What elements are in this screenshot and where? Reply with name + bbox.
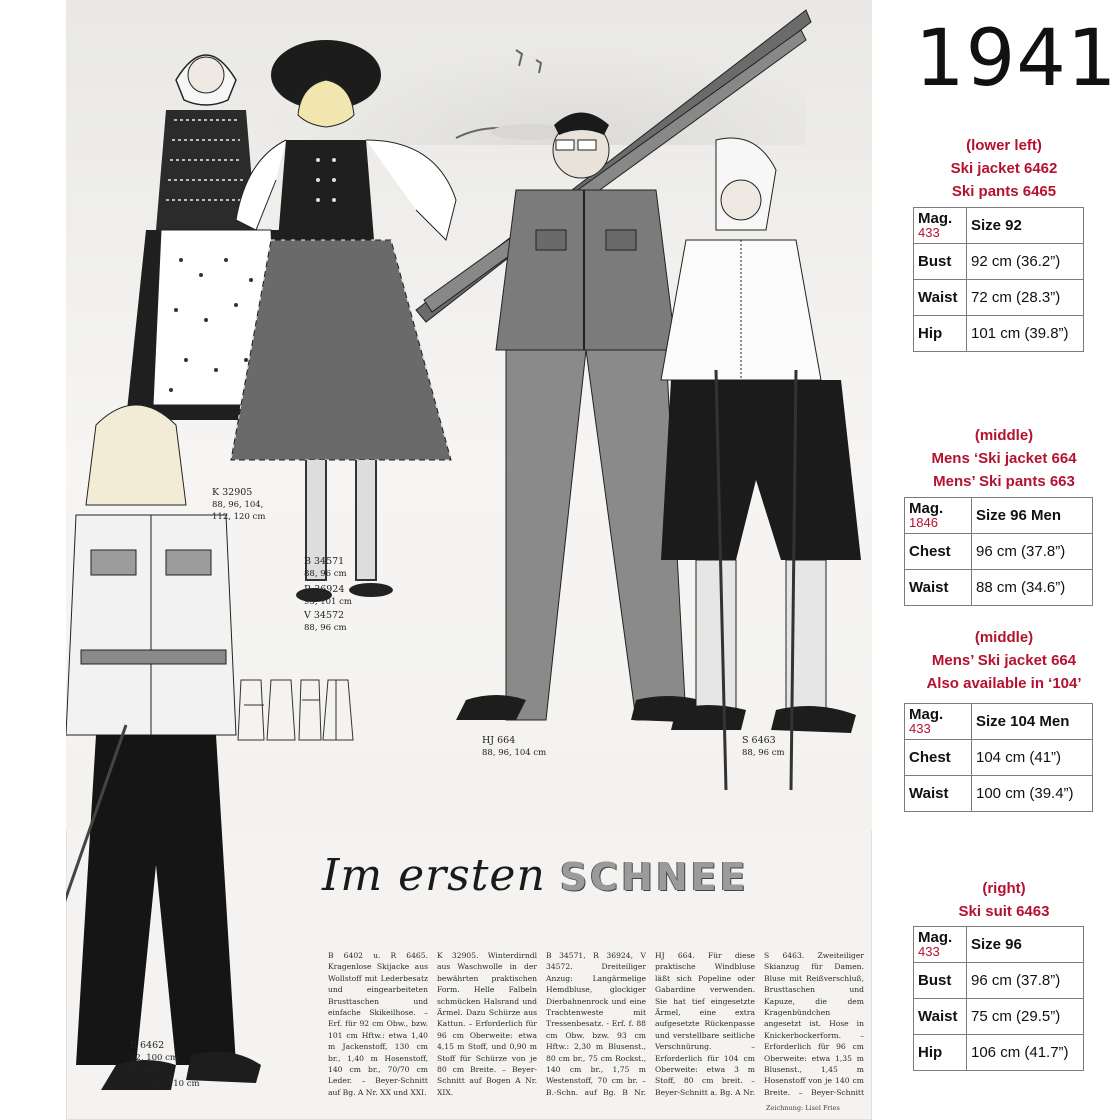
section-heading-2 <box>888 424 1120 493</box>
heading-line: Mens’ Ski pants 663 <box>933 473 1075 490</box>
description-column-3: B 34571, R 36924, V 34572. Dreiteiliger Anzug: Langärmelige Hemdbluse, glockiger Dierbahnenrock und eine Trachtenweste mit Tressenbesatz. - Erf. f. 88 cm Obw. bzw. 93 cm Hftw.: 2,30 m Blusenst., 80 cm br., 75 cm Rockst., 140 cm br., 1,75 m Westenstoff, 70 cm br. – B.-Schn. auf Bg. B Nr. <box>546 951 646 1097</box>
heading-line: Ski pants 6465 <box>951 183 1057 200</box>
ski-suit-woman-illustration <box>626 130 872 760</box>
table-label: Waist <box>914 280 967 316</box>
size-table-2 <box>904 497 1093 606</box>
table-label: Chest <box>905 740 972 776</box>
mag-cell <box>914 927 967 963</box>
headline-part1: Im ersten <box>322 850 546 901</box>
table-label: Hip <box>914 316 967 352</box>
table-value: 96 cm (37.8”) <box>967 963 1084 999</box>
description-column-5: S 6463. Zweiteiliger Skianzug für Damen. Bluse mit Reißverschluß, Brusttaschen und Kapuze, die dem Kragenbündchen angesetzt ist. Hose in Knickerbockerform. – Erforderlich für 96 cm Oberweite: etwa 1,35 m Blusenst., 1,45 m Hosenstoff von je 140 cm Breite. – Beyer-Schnitt <box>764 951 864 1097</box>
mag-label: Mag. <box>909 706 944 723</box>
table-value: 96 cm (37.8”) <box>972 534 1093 570</box>
description-column-1: B 6402 u. R 6465. Kragenlose Skijacke aus Wollstoff mit Lederbesatz und eingearbeiteten Brusttaschen und einfache Skikeilhose. – Erf. für 92 cm Obw., bzw. 101 cm Hftw.: etwa 1,40 m Jackenstoff, 130 cm br., 1,40 m Hosenstoff, 140 cm br., 70/70 cm Leder. – Beyer-Schnitt auf Bg. A Nr. XX und XXI. <box>328 951 428 1097</box>
code-k32905: K 32905 88, 96, 104, 112, 120 cm <box>212 487 266 522</box>
table-value: 88 cm (34.6”) <box>972 570 1093 606</box>
mag-cell <box>905 498 972 534</box>
heading-line: Ski jacket 6462 <box>950 160 1058 177</box>
mag-label: Mag. <box>918 210 953 227</box>
table-label: Bust <box>914 963 967 999</box>
size-cell: Size 96 <box>967 927 1084 963</box>
size-cell: Size 96 Men <box>972 498 1093 534</box>
table-label: Hip <box>914 1035 967 1071</box>
size-table-1 <box>913 207 1084 352</box>
table-value: 92 cm (36.2”) <box>967 244 1084 280</box>
code-b34571: B 34571 88, 96 cm <box>304 556 347 579</box>
table-value: 72 cm (28.3”) <box>967 280 1084 316</box>
table-value: 75 cm (29.5”) <box>967 999 1084 1035</box>
heading-line: Ski suit 6463 <box>958 903 1050 920</box>
mag-number: 433 <box>918 944 940 959</box>
heading-line: Also available in ‘104’ <box>926 675 1082 692</box>
code-r6465: R 6465 93, 101, 110 cm <box>130 1066 200 1089</box>
heading-line: (middle) <box>974 427 1034 444</box>
description-column-2: K 32905. Winterdirndl aus Waschwolle in der bewährten praktischen Form. Helle Falbeln schmücken Halsrand und Ärmel. Dazu Schürze aus Kattun. – Erforderlich für 96 cm Oberweite: etwa 4,15 m Stoff, und 0,90 m Stoff für Schürze von je 80 cm Breite. – Beyer-Schnitt auf Bogen A Nr. XIX. <box>437 951 537 1097</box>
mag-number: 433 <box>909 721 931 736</box>
size-cell: Size 92 <box>967 208 1084 244</box>
table-value: 106 cm (41.7”) <box>967 1035 1084 1071</box>
mag-cell <box>914 208 967 244</box>
size-cell: Size 104 Men <box>972 704 1093 740</box>
heading-line: Mens’ Ski jacket 664 <box>931 652 1077 669</box>
headline-part2: SCHNEE <box>559 855 749 899</box>
table-label: Chest <box>905 534 972 570</box>
heading-line: Mens ‘Ski jacket 664 <box>931 450 1077 467</box>
table-label: Bust <box>914 244 967 280</box>
heading-line: (lower left) <box>966 137 1042 154</box>
mag-label: Mag. <box>918 929 953 946</box>
description-column-4: HJ 664. Für diese praktische Windbluse läßt sich Popeline oder Gabardine verwenden. Sie hat tief eingesetzte Ärmel, eine extra aufgesetzte Rückenpasse und verstellbare seitliche Verschnürung. – Erforderlich für 104 cm Oberweite: etwa 3 m Stoff, 80 cm breit. – Beyer-Schnitt a. Bg. A Nr. <box>655 951 755 1097</box>
section-heading-1 <box>888 134 1120 203</box>
table-label: Waist <box>914 999 967 1035</box>
mag-label: Mag. <box>909 500 944 517</box>
table-label: Waist <box>905 776 972 812</box>
code-b6462: B 6462 92, 100 cm <box>130 1040 178 1063</box>
heading-line: (middle) <box>974 629 1034 646</box>
code-r36924: R 36924 93, 101 cm <box>304 584 352 607</box>
table-value: 104 cm (41”) <box>972 740 1093 776</box>
magazine-headline <box>322 850 749 902</box>
mag-cell <box>905 704 972 740</box>
size-table-3 <box>904 703 1093 812</box>
mag-number: 433 <box>918 225 940 240</box>
code-hj664: HJ 664 88, 96, 104 cm <box>482 735 547 758</box>
code-v34572: V 34572 88, 96 cm <box>304 610 347 633</box>
code-s6463: S 6463 88, 96 cm <box>742 735 785 758</box>
year-title: 1941 <box>915 14 1118 104</box>
mag-number: 1846 <box>909 515 938 530</box>
size-table-4 <box>913 926 1084 1071</box>
ski-jacket-woman-illustration <box>66 395 326 1115</box>
table-value: 101 cm (39.8”) <box>967 316 1084 352</box>
pattern-sketches <box>236 675 366 745</box>
illustration-credit: Zeichnung: Lisel Fries <box>766 1104 840 1112</box>
heading-line: (right) <box>982 880 1026 897</box>
table-value: 100 cm (39.4”) <box>972 776 1093 812</box>
section-heading-3 <box>888 626 1120 695</box>
magazine-scan <box>66 0 872 1120</box>
table-label: Waist <box>905 570 972 606</box>
section-heading-4 <box>888 877 1120 923</box>
